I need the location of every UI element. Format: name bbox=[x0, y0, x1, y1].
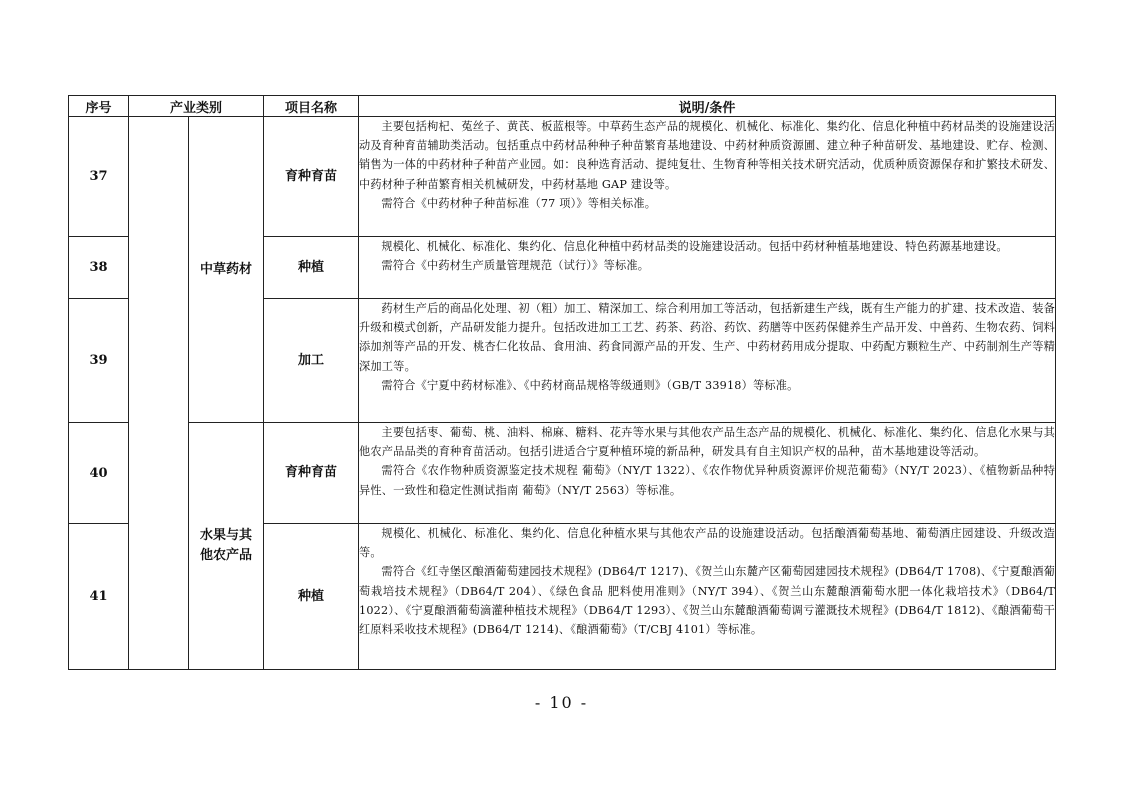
category-fruit-other bbox=[189, 423, 264, 670]
category-fruit-other-label: 水果与其他农产品 bbox=[199, 528, 252, 563]
project-name: 种植 bbox=[264, 237, 359, 299]
description-paragraph: 药材生产后的商品化处理、初（粗）加工、精深加工、综合利用加工等活动，包括新建生产线，既有生产能力的扩建、技术改造、装备升级和模式创新，产品研发能力提升。包括改进加工工艺、药茶、药浴、药饮、药膳等中医药保健养生产品开发、中兽药、生物农药、饲料添加剂等产品的开发、桃杏仁化妆品、食用油、药食同源产品的开发、生产、中药材药用成分提取、中药配方颗粒生产、中药制剂生产等精深加工等。 bbox=[359, 302, 1056, 373]
project-name: 育种育苗 bbox=[264, 423, 359, 524]
description-paragraph: 需符合《中药材种子种苗标准（77 项）》等相关标准。 bbox=[381, 196, 657, 210]
description-paragraph: 规模化、机械化、标准化、集约化、信息化种植中药材品类的设施建设活动。包括中药材种植基地建设、特色药源基地建设。 bbox=[381, 240, 1008, 253]
description-paragraph: 主要包括枣、葡萄、桃、油料、棉麻、糖料、花卉等水果与其他农产品生态产品的规模化、机械化、标准化、集约化、信息化水果与其他农产品品类的育种育苗活动。包括引进适合宁夏种植环境的新品种，研发具有自主知识产权的品种，苗木基地建设等活动。 bbox=[359, 426, 1056, 459]
description-paragraph: 需符合《农作物种质资源鉴定技术规程 葡萄》（NY/T 1322）、《农作物优异种质资源评价规范葡萄》（NY/T 2023）、《植物新品种特异性、一致性和稳定性测试指南 葡萄》（NY/T 2563）等标准。 bbox=[359, 464, 1056, 497]
description-cell bbox=[359, 299, 1056, 423]
description-paragraph: 需符合《中药材生产质量管理规范（试行）》等标准。 bbox=[381, 259, 650, 273]
header-category: 产业类别 bbox=[129, 96, 264, 117]
project-name: 种植 bbox=[264, 524, 359, 670]
description-paragraph: 需符合《宁夏中药材标准》、《中药材商品规格等级通则》（GB/T 33918）等标准。 bbox=[381, 378, 799, 392]
row-seq: 37 bbox=[69, 117, 129, 237]
category-chinese-herbal: 中草药材 bbox=[189, 117, 264, 423]
project-name: 加工 bbox=[264, 299, 359, 423]
header-project: 项目名称 bbox=[264, 96, 359, 117]
table-row bbox=[69, 117, 1056, 237]
description-paragraph: 规模化、机械化、标准化、集约化、信息化种植水果与其他农产品的设施建设活动。包括酿酒葡萄基地、葡萄酒庄园建设、升级改造等。 bbox=[359, 527, 1056, 560]
row-seq: 40 bbox=[69, 423, 129, 524]
description-cell bbox=[359, 117, 1056, 237]
header-seq: 序号 bbox=[69, 96, 129, 117]
description-cell bbox=[359, 524, 1056, 670]
description-cell bbox=[359, 423, 1056, 524]
page-number: - 10 - bbox=[534, 693, 589, 712]
project-name: 育种育苗 bbox=[264, 117, 359, 237]
description-paragraph: 需符合《红寺堡区酿酒葡萄建园技术规程》(DB64/T 1217)、《贺兰山东麓产区葡萄园建园技术规程》(DB64/T 1708)、《宁夏酿酒葡萄栽培技术规程》（DB64/T 204）、《绿色食品 肥料使用准则》（NY/T 394）、《贺兰山东麓酿酒葡萄水肥一体化栽培技术》（DB64/T 1022）、《宁夏酿酒葡萄滴灌种植技术规程》（DB64/T 1293）、《贺兰山东麓酿酒葡萄调亏灌溉技术规程》(DB64/T 1812)、《酿酒葡萄干红原料采收技术规程》(DB64/T 1214)、《酿酒葡萄》（T/CBJ 4101）等标准。 bbox=[359, 565, 1056, 637]
category-empty-cell bbox=[129, 117, 189, 670]
industry-table bbox=[68, 95, 1056, 670]
table-row bbox=[69, 423, 1056, 524]
description-paragraph: 主要包括枸杞、菟丝子、黄芪、板蓝根等。中草药生态产品的规模化、机械化、标准化、集约化、信息化种植中药材品类的设施建设活动及育种育苗辅助类活动。包括重点中药材品种种子种苗繁育基地建设、中药材种质资源圃、建立种子种苗研发、基地建设、贮存、检测、销售为一体的中药材种子种苗产业园。如：良种选育活动、提纯复壮、生物育种等相关技术研究活动，优质种质资源保存和扩繁技术研发、中药材种子种苗繁育相关机械研发，中药材基地 GAP 建设等。 bbox=[359, 120, 1056, 191]
header-description: 说明/条件 bbox=[359, 96, 1056, 117]
table-header-row bbox=[69, 96, 1056, 117]
row-seq: 41 bbox=[69, 524, 129, 670]
description-cell bbox=[359, 237, 1056, 299]
row-seq: 38 bbox=[69, 237, 129, 299]
row-seq: 39 bbox=[69, 299, 129, 423]
